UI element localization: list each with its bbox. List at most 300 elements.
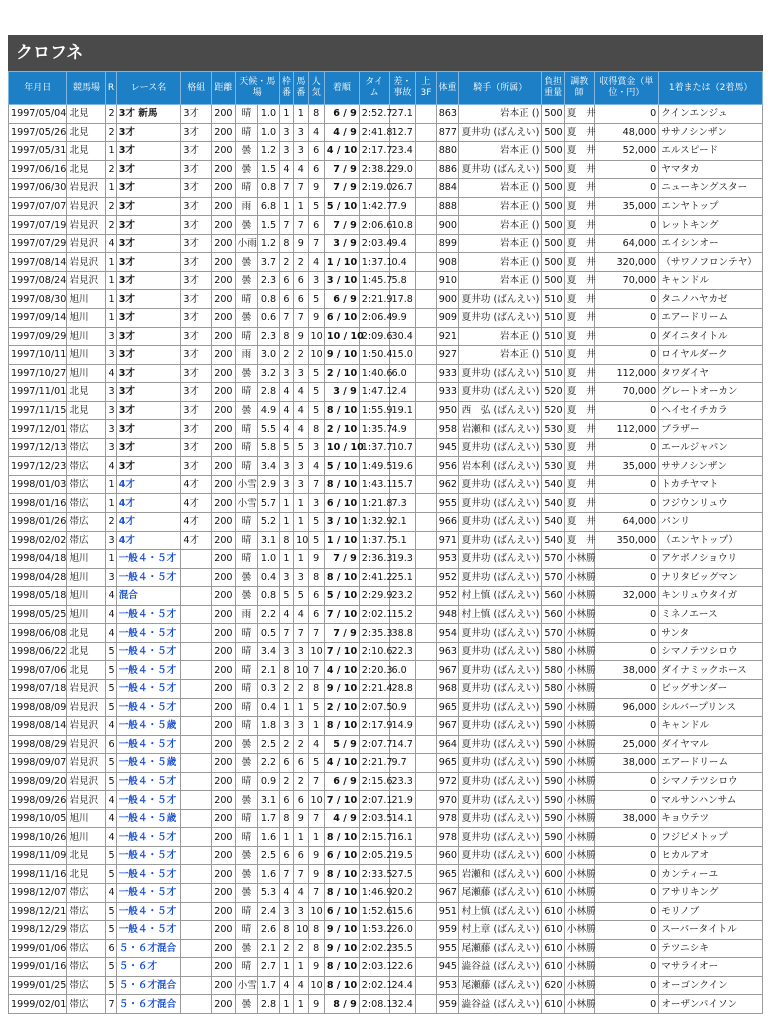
cell-weather: 晴	[235, 531, 258, 550]
cell-body-weight: 863	[436, 105, 459, 124]
cell-horse-number: 4	[294, 160, 308, 179]
cell-weather: 晴	[235, 550, 258, 569]
cell-race-name[interactable]: 一般４・５才	[116, 865, 181, 884]
cell-class: 4才	[181, 513, 212, 532]
cell-time: 2:15.7	[359, 828, 389, 847]
cell-body-weight: 971	[436, 531, 459, 550]
cell-winner: エアードリーム	[659, 754, 763, 773]
cell-bracket: 8	[279, 531, 293, 550]
cell-margin: 14.7	[389, 735, 416, 754]
cell-bracket: 2	[279, 772, 293, 791]
cell-date: 1998/07/06	[9, 661, 67, 680]
cell-burden-weight: 510	[542, 346, 565, 365]
cell-time: 1:49.5	[359, 457, 389, 476]
cell-race-name[interactable]: 一般４・５才	[116, 568, 181, 587]
cell-popularity: 8	[308, 420, 324, 439]
cell-track-condition: 2.7	[258, 958, 280, 977]
cell-last-3f	[416, 160, 437, 179]
page-container	[8, 35, 763, 1014]
cell-popularity: 4	[308, 123, 324, 142]
cell-time: 1:37.7	[359, 531, 389, 550]
cell-time: 2:17.9	[359, 717, 389, 736]
cell-winner: トカチヤマト	[659, 475, 763, 494]
cell-finish: 7 / 9	[324, 550, 359, 569]
cell-last-3f	[416, 364, 437, 383]
cell-race-number: 3	[106, 438, 116, 457]
cell-track-condition: 3.1	[258, 791, 280, 810]
cell-track-condition: 2.1	[258, 661, 280, 680]
cell-track-condition: 3.4	[258, 457, 280, 476]
cell-distance: 200	[212, 179, 236, 198]
cell-track-condition: 5.5	[258, 420, 280, 439]
cell-margin: 10.7	[389, 438, 416, 457]
cell-burden-weight: 500	[542, 105, 565, 124]
table-row	[9, 809, 763, 828]
cell-popularity: 10	[308, 642, 324, 661]
cell-horse-number: 1	[294, 197, 308, 216]
cell-burden-weight: 590	[542, 698, 565, 717]
cell-bracket: 3	[279, 475, 293, 494]
cell-horse-number: 7	[294, 179, 308, 198]
cell-trainer: 小林勝	[564, 809, 594, 828]
cell-class: 3才	[181, 364, 212, 383]
cell-weather: 曇	[235, 401, 258, 420]
cell-weather: 晴	[235, 698, 258, 717]
cell-bracket: 5	[279, 438, 293, 457]
cell-bracket: 6	[279, 754, 293, 773]
cell-date: 1998/10/05	[9, 809, 67, 828]
cell-trainer: 小林勝	[564, 550, 594, 569]
cell-weather: 曇	[235, 271, 258, 290]
cell-distance: 200	[212, 809, 236, 828]
cell-finish: 5 / 10	[324, 457, 359, 476]
cell-time: 1:37.1	[359, 253, 389, 272]
cell-race-name[interactable]: 一般４・５歳	[116, 717, 181, 736]
cell-weather: 晴	[235, 624, 258, 643]
table-row	[9, 179, 763, 198]
cell-track-condition: 2.2	[258, 754, 280, 773]
cell-track-condition: 2.6	[258, 921, 280, 940]
cell-finish: 2 / 10	[324, 698, 359, 717]
cell-race-number: 2	[106, 123, 116, 142]
cell-finish: 6 / 10	[324, 902, 359, 921]
cell-track: 帯広	[67, 438, 106, 457]
cell-class	[181, 976, 212, 995]
cell-margin: 14.1	[389, 809, 416, 828]
cell-body-weight: 967	[436, 883, 459, 902]
cell-race-name[interactable]: 4才	[116, 494, 181, 513]
cell-bracket: 4	[279, 605, 293, 624]
cell-popularity: 3	[308, 494, 324, 513]
cell-weather: 曇	[235, 883, 258, 902]
cell-winner: モリノブ	[659, 902, 763, 921]
cell-prize: 0	[594, 846, 659, 865]
cell-popularity: 4	[308, 735, 324, 754]
cell-prize: 35,000	[594, 457, 659, 476]
cell-last-3f	[416, 438, 437, 457]
cell-jockey: 岩本正 ()	[459, 327, 542, 346]
cell-trainer: 夏 井	[564, 475, 594, 494]
cell-body-weight: 972	[436, 772, 459, 791]
cell-race-number: 1	[106, 290, 116, 309]
cell-margin: 30.4	[389, 327, 416, 346]
cell-margin: 15.0	[389, 346, 416, 365]
cell-body-weight: 962	[436, 475, 459, 494]
cell-winner: パンリ	[659, 513, 763, 532]
cell-horse-number: 7	[294, 865, 308, 884]
header-trainer: 調教師	[564, 72, 594, 105]
cell-race-name[interactable]: 一般４・５才	[116, 791, 181, 810]
cell-body-weight: 950	[436, 401, 459, 420]
cell-date: 1997/12/01	[9, 420, 67, 439]
cell-trainer: 小林勝	[564, 642, 594, 661]
cell-race-number: 4	[106, 883, 116, 902]
cell-finish: 1 / 10	[324, 531, 359, 550]
cell-body-weight: 966	[436, 513, 459, 532]
cell-date: 1998/09/07	[9, 754, 67, 773]
cell-last-3f	[416, 921, 437, 940]
cell-time: 1:52.6	[359, 902, 389, 921]
cell-race-name: 3才	[116, 364, 181, 383]
cell-track: 北見	[67, 865, 106, 884]
table-row	[9, 624, 763, 643]
cell-horse-number: 1	[294, 494, 308, 513]
table-row	[9, 995, 763, 1014]
cell-body-weight: 965	[436, 865, 459, 884]
cell-last-3f	[416, 624, 437, 643]
cell-race-name: 3才	[116, 309, 181, 328]
cell-weather: 晴	[235, 809, 258, 828]
cell-race-name[interactable]: 4才	[116, 531, 181, 550]
cell-bracket: 4	[279, 976, 293, 995]
cell-track: 岩見沢	[67, 791, 106, 810]
cell-time: 2:36.3	[359, 550, 389, 569]
cell-winner: ダイニタイトル	[659, 327, 763, 346]
table-row	[9, 976, 763, 995]
cell-track: 帯広	[67, 939, 106, 958]
cell-track-condition: 0.5	[258, 624, 280, 643]
cell-race-number: 3	[106, 383, 116, 402]
cell-popularity: 7	[308, 475, 324, 494]
cell-winner: シルバープリンス	[659, 698, 763, 717]
cell-jockey: 夏井功 (ばんえい)	[459, 550, 542, 569]
cell-margin: 19.6	[389, 457, 416, 476]
cell-track: 旭川	[67, 809, 106, 828]
cell-bracket: 4	[279, 883, 293, 902]
cell-finish: 9 / 10	[324, 346, 359, 365]
cell-burden-weight: 530	[542, 438, 565, 457]
cell-distance: 200	[212, 754, 236, 773]
cell-race-name[interactable]: 一般４・５歳	[116, 809, 181, 828]
cell-finish: 8 / 10	[324, 401, 359, 420]
table-row	[9, 735, 763, 754]
cell-horse-number: 4	[294, 420, 308, 439]
cell-jockey: 夏井功 (ばんえい)	[459, 531, 542, 550]
cell-race-name[interactable]: 一般４・５才	[116, 828, 181, 847]
cell-track: 岩見沢	[67, 698, 106, 717]
cell-last-3f	[416, 290, 437, 309]
cell-class	[181, 661, 212, 680]
cell-track: 帯広	[67, 475, 106, 494]
cell-date: 1997/09/14	[9, 309, 67, 328]
cell-track-condition: 1.6	[258, 865, 280, 884]
cell-winner: シマノテツシロウ	[659, 642, 763, 661]
cell-race-number: 3	[106, 531, 116, 550]
cell-margin: 22.3	[389, 642, 416, 661]
cell-popularity: 7	[308, 883, 324, 902]
cell-race-name[interactable]: ５・６才	[116, 958, 181, 977]
cell-track-condition: 0.9	[258, 772, 280, 791]
cell-margin: 23.2	[389, 587, 416, 606]
cell-burden-weight: 610	[542, 939, 565, 958]
cell-popularity: 9	[308, 309, 324, 328]
cell-race-name[interactable]: ５・６才混合	[116, 939, 181, 958]
cell-track: 帯広	[67, 457, 106, 476]
cell-popularity: 8	[308, 921, 324, 940]
cell-date: 1998/01/03	[9, 475, 67, 494]
cell-track: 旭川	[67, 364, 106, 383]
cell-horse-number: 1	[294, 958, 308, 977]
cell-track: 帯広	[67, 531, 106, 550]
cell-jockey: 夏井功 (ばんえい)	[459, 772, 542, 791]
cell-finish: 4 / 10	[324, 754, 359, 773]
cell-finish: 9 / 10	[324, 921, 359, 940]
cell-race-name[interactable]: 一般４・５才	[116, 605, 181, 624]
cell-last-3f	[416, 346, 437, 365]
cell-race-number: 4	[106, 717, 116, 736]
cell-jockey: 夏井功 (ばんえい)	[459, 513, 542, 532]
cell-last-3f	[416, 568, 437, 587]
cell-track: 帯広	[67, 921, 106, 940]
cell-margin: 6.0	[389, 661, 416, 680]
cell-distance: 200	[212, 513, 236, 532]
cell-time: 2:02.2	[359, 939, 389, 958]
cell-last-3f	[416, 327, 437, 346]
cell-class	[181, 846, 212, 865]
cell-trainer: 小林勝	[564, 587, 594, 606]
cell-trainer: 夏 井	[564, 457, 594, 476]
cell-class	[181, 939, 212, 958]
cell-race-name[interactable]: ５・６才混合	[116, 995, 181, 1014]
cell-race-name[interactable]: 一般４・５歳	[116, 754, 181, 773]
cell-last-3f	[416, 123, 437, 142]
cell-finish: 7 / 10	[324, 642, 359, 661]
cell-last-3f	[416, 772, 437, 791]
cell-prize: 0	[594, 921, 659, 940]
cell-body-weight: 877	[436, 123, 459, 142]
table-row	[9, 234, 763, 253]
cell-trainer: 夏 井	[564, 531, 594, 550]
cell-race-name[interactable]: ５・６才混合	[116, 976, 181, 995]
cell-horse-number: 1	[294, 698, 308, 717]
cell-distance: 200	[212, 883, 236, 902]
cell-time: 1:40.6	[359, 364, 389, 383]
cell-class: 3才	[181, 420, 212, 439]
cell-trainer: 夏 井	[564, 271, 594, 290]
cell-horse-number: 6	[294, 791, 308, 810]
cell-race-number: 4	[106, 605, 116, 624]
cell-race-name[interactable]: 一般４・５才	[116, 735, 181, 754]
cell-race-number: 4	[106, 234, 116, 253]
cell-prize: 38,000	[594, 809, 659, 828]
cell-race-number: 3	[106, 346, 116, 365]
cell-date: 1997/06/16	[9, 160, 67, 179]
cell-race-name[interactable]: 一般４・５才	[116, 902, 181, 921]
cell-time: 2:02.1	[359, 976, 389, 995]
cell-class	[181, 865, 212, 884]
cell-date: 1997/06/30	[9, 179, 67, 198]
cell-finish: 4 / 9	[324, 809, 359, 828]
cell-bracket: 7	[279, 624, 293, 643]
cell-race-name[interactable]: 4才	[116, 475, 181, 494]
cell-track: 帯広	[67, 513, 106, 532]
cell-class: 3才	[181, 383, 212, 402]
cell-race-name[interactable]: 一般４・５才	[116, 698, 181, 717]
cell-prize: 0	[594, 309, 659, 328]
cell-jockey: 夏井功 (ばんえい)	[459, 698, 542, 717]
cell-body-weight: 967	[436, 717, 459, 736]
cell-weather: 曇	[235, 939, 258, 958]
cell-race-name[interactable]: 一般４・５才	[116, 883, 181, 902]
cell-time: 2:09.6	[359, 327, 389, 346]
cell-distance: 200	[212, 475, 236, 494]
cell-body-weight: 958	[436, 420, 459, 439]
cell-horse-number: 7	[294, 216, 308, 235]
cell-prize: 0	[594, 327, 659, 346]
cell-prize: 0	[594, 160, 659, 179]
cell-prize: 0	[594, 346, 659, 365]
cell-distance: 200	[212, 457, 236, 476]
header-finish: 着順	[324, 72, 359, 105]
cell-weather: 晴	[235, 921, 258, 940]
cell-track: 岩見沢	[67, 271, 106, 290]
cell-date: 1997/08/30	[9, 290, 67, 309]
cell-trainer: 小林勝	[564, 958, 594, 977]
cell-track-condition: 5.2	[258, 513, 280, 532]
cell-horse-number: 2	[294, 253, 308, 272]
cell-finish: 8 / 10	[324, 717, 359, 736]
cell-race-name[interactable]: 一般４・５才	[116, 772, 181, 791]
cell-last-3f	[416, 717, 437, 736]
cell-jockey: 岩本正 ()	[459, 197, 542, 216]
cell-popularity: 7	[308, 772, 324, 791]
cell-date: 1998/10/26	[9, 828, 67, 847]
table-row	[9, 364, 763, 383]
cell-class	[181, 642, 212, 661]
cell-last-3f	[416, 939, 437, 958]
cell-race-name[interactable]: 一般４・５才	[116, 642, 181, 661]
cell-horse-number: 10	[294, 531, 308, 550]
cell-distance: 200	[212, 142, 236, 161]
cell-race-name[interactable]: 一般４・５才	[116, 624, 181, 643]
cell-track: 岩見沢	[67, 253, 106, 272]
cell-race-number: 1	[106, 271, 116, 290]
cell-track-condition: 1.5	[258, 160, 280, 179]
cell-burden-weight: 590	[542, 772, 565, 791]
cell-last-3f	[416, 420, 437, 439]
cell-bracket: 1	[279, 197, 293, 216]
header-margin: 差・事故	[389, 72, 416, 105]
cell-horse-number: 4	[294, 605, 308, 624]
cell-trainer: 夏 井	[564, 513, 594, 532]
table-row	[9, 346, 763, 365]
cell-class	[181, 587, 212, 606]
cell-horse-number: 4	[294, 976, 308, 995]
cell-race-name[interactable]: 4才	[116, 513, 181, 532]
cell-horse-number: 3	[294, 902, 308, 921]
cell-race-name[interactable]: 一般４・５才	[116, 846, 181, 865]
cell-horse-number: 9	[294, 809, 308, 828]
cell-last-3f	[416, 383, 437, 402]
cell-distance: 200	[212, 438, 236, 457]
cell-distance: 200	[212, 531, 236, 550]
cell-finish: 7 / 10	[324, 791, 359, 810]
cell-horse-number: 9	[294, 234, 308, 253]
cell-weather: 晴	[235, 420, 258, 439]
header-distance: 距離	[212, 72, 236, 105]
table-row	[9, 902, 763, 921]
cell-distance: 200	[212, 197, 236, 216]
cell-finish: 5 / 10	[324, 587, 359, 606]
cell-trainer: 小林勝	[564, 772, 594, 791]
cell-race-name: 3才	[116, 271, 181, 290]
cell-jockey: 夏井功 (ばんえい)	[459, 791, 542, 810]
cell-race-name[interactable]: 一般４・５才	[116, 550, 181, 569]
cell-race-number: 4	[106, 828, 116, 847]
cell-last-3f	[416, 865, 437, 884]
cell-race-number: 1	[106, 494, 116, 513]
cell-winner: ロイヤルダーク	[659, 346, 763, 365]
cell-race-name[interactable]: 混合	[116, 587, 181, 606]
cell-class: 3才	[181, 197, 212, 216]
cell-weather: 晴	[235, 679, 258, 698]
cell-race-name[interactable]: 一般４・５才	[116, 679, 181, 698]
cell-trainer: 夏 井	[564, 327, 594, 346]
cell-race-number: 1	[106, 475, 116, 494]
cell-winner: キンリュウタイガ	[659, 587, 763, 606]
cell-horse-number: 1	[294, 550, 308, 569]
cell-margin: 23.4	[389, 142, 416, 161]
cell-burden-weight: 610	[542, 921, 565, 940]
cell-margin: 38.8	[389, 624, 416, 643]
table-row	[9, 105, 763, 124]
cell-jockey: 尾瀬藤 (ばんえい)	[459, 976, 542, 995]
cell-winner: グレートオーカン	[659, 383, 763, 402]
cell-last-3f	[416, 234, 437, 253]
cell-jockey: 尾瀬藤 (ばんえい)	[459, 883, 542, 902]
cell-race-name[interactable]: 一般４・５才	[116, 661, 181, 680]
cell-time: 2:41.2	[359, 568, 389, 587]
cell-jockey: 夏井功 (ばんえい)	[459, 383, 542, 402]
header-prize: 収得賞金（単位・円）	[594, 72, 659, 105]
cell-body-weight: 965	[436, 754, 459, 773]
cell-weather: 曇	[235, 142, 258, 161]
cell-class: 3才	[181, 216, 212, 235]
cell-body-weight: 951	[436, 902, 459, 921]
cell-horse-number: 10	[294, 661, 308, 680]
cell-weather: 小雨	[235, 234, 258, 253]
cell-track: 岩見沢	[67, 197, 106, 216]
cell-class	[181, 791, 212, 810]
cell-race-number: 6	[106, 735, 116, 754]
cell-jockey: 澁谷益 (ばんえい)	[459, 958, 542, 977]
cell-popularity: 5	[308, 531, 324, 550]
cell-trainer: 夏 井	[564, 123, 594, 142]
cell-track-condition: 3.0	[258, 346, 280, 365]
cell-body-weight: 888	[436, 197, 459, 216]
cell-bracket: 2	[279, 253, 293, 272]
cell-race-name[interactable]: 一般４・５才	[116, 921, 181, 940]
